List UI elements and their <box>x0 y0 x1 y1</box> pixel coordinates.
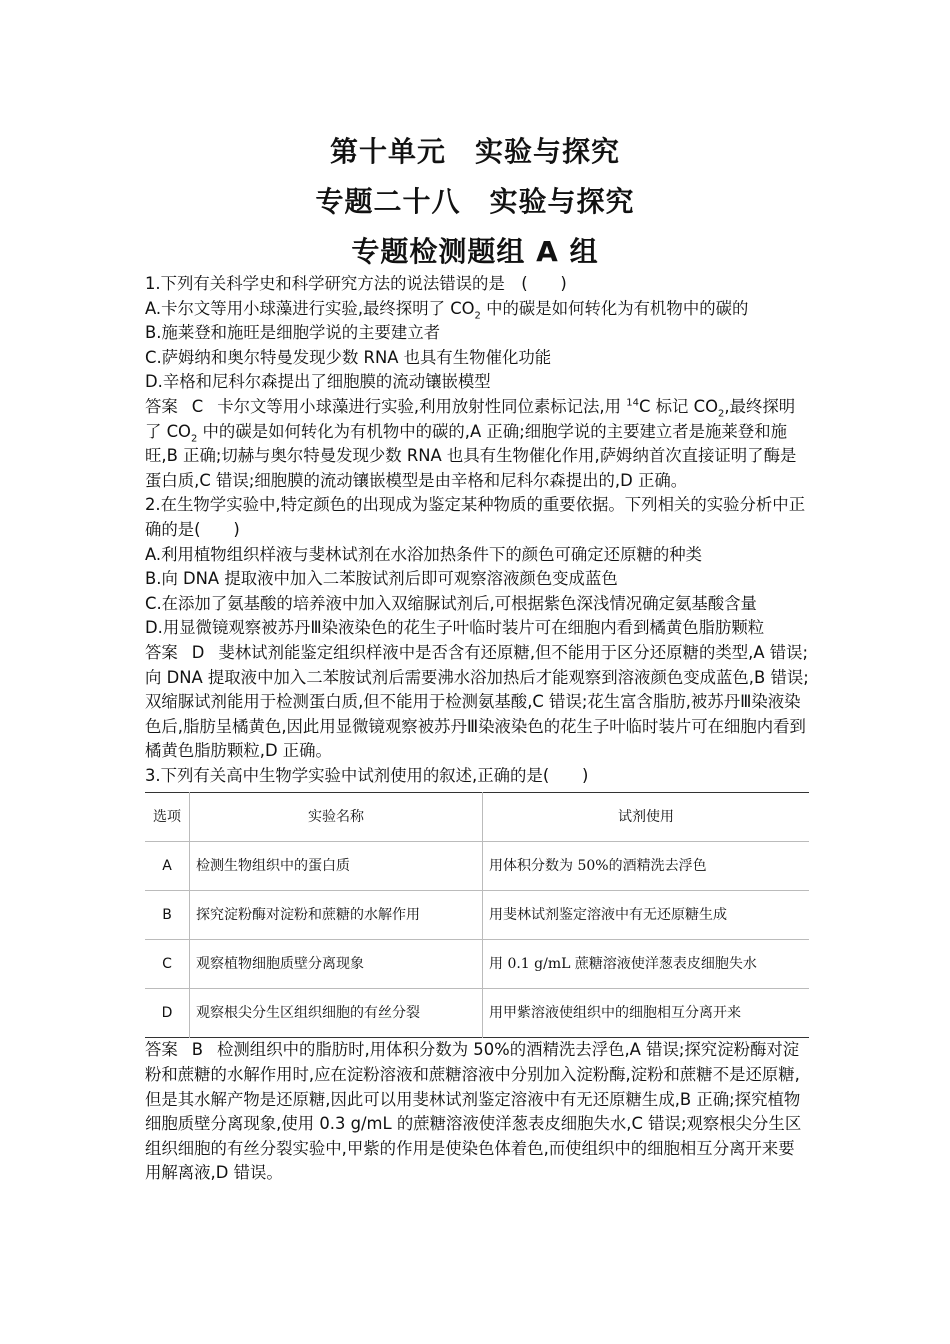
row-reagent: 用体积分数为 50%的酒精洗去浮色 <box>489 858 707 875</box>
row-option: C <box>145 940 190 989</box>
table-row <box>145 940 809 989</box>
q2-option-d: D.用显微镜观察被苏丹Ⅲ染液染色的花生子叶临时装片可在细胞内看到橘黄色脂肪颗粒 <box>145 618 765 638</box>
table-row <box>145 891 809 940</box>
row-option: D <box>145 989 190 1038</box>
header-reagent: 试剂使用 <box>618 809 674 826</box>
answer-label: 答案 <box>145 642 178 662</box>
answer-label: 答案 <box>145 396 178 416</box>
row-experiment: 探究淀粉酶对淀粉和蔗糖的水解作用 <box>190 891 483 940</box>
row-reagent: 用甲紫溶液使组织中的细胞相互分离开来 <box>489 1005 741 1022</box>
answer-key: B <box>191 1040 204 1060</box>
q2-stem: 2.在生物学实验中,特定颜色的出现成为鉴定某种物质的重要依据。下列相关的实验分析中正确的是( ) <box>145 495 806 539</box>
q1-option-d: D.辛格和尼科尔森提出了细胞膜的流动镶嵌模型 <box>145 372 491 392</box>
answer-label: 答案 <box>145 1040 178 1060</box>
table-header-row <box>145 793 809 842</box>
answer-key: C <box>191 396 204 416</box>
document-body <box>145 272 809 1186</box>
q3-answer: 答案 B 检测组织中的脂肪时,用体积分数为 50%的酒精洗去浮色,A 错误;探究淀粉酶对淀粉和蔗糖的水解作用时,应在淀粉溶液和蔗糖溶液中分别加入淀粉酶,淀粉和蔗糖不是还原糖,但是其水解产物是还原糖,因此可以用斐林试剂鉴定溶液中有无还原糖生成,B 正确;探究植物细胞质壁分离现象,使用 0.3 g/mL 的蔗糖溶液使洋葱表皮细胞失水,C 错误;观察根尖分生区组织细胞的有丝分裂实验中,甲紫的作用是使染色体着色,而使组织中的细胞相互分离开来要用解离液,D 错误。 <box>145 1040 802 1183</box>
answer-key: D <box>191 642 205 662</box>
topic-title: 专题二十八 实验与探究 <box>315 185 635 218</box>
row-reagent: 用 0.1 g/mL 蔗糖溶液使洋葱表皮细胞失水 <box>489 956 757 973</box>
q2-option-b: B.向 DNA 提取液中加入二苯胺试剂后即可观察溶液颜色变成蓝色 <box>145 569 618 589</box>
header-option: 选项 <box>145 793 190 842</box>
q2-option-a: A.利用植物组织样液与斐林试剂在水浴加热条件下的颜色可确定还原糖的种类 <box>145 544 703 564</box>
group-title: 专题检测题组 A 组 <box>351 235 599 268</box>
q1-stem: 1.下列有关科学史和科学研究方法的说法错误的是 ( ) <box>145 274 567 293</box>
row-experiment: 观察植物细胞质壁分离现象 <box>190 940 483 989</box>
row-reagent: 用斐林试剂鉴定溶液中有无还原糖生成 <box>489 907 727 924</box>
q1-option-c: C.萨姆纳和奥尔特曼发现少数 RNA 也具有生物催化功能 <box>145 347 552 367</box>
header-experiment: 实验名称 <box>190 793 483 842</box>
row-option: B <box>145 891 190 940</box>
q1-answer: 答案 C 卡尔文等用小球藻进行实验,利用放射性同位素标记法,用 $^{14}$C 标记 $CO_2$,最终探明了 $CO_2$ 中的碳是如何转化为有机物中的碳的,A 正确;细胞学说的主要建立者是施莱登和施旺,B 正确;切赫与奥尔特曼发现少数 RNA 也具有生物催化作用,萨姆纳首次直接证明了酶是蛋白质,C 错误;细胞膜的流动镶嵌模型是由辛格和尼科尔森提出的,D 正确。 <box>145 396 797 490</box>
table-row <box>145 989 809 1038</box>
q1-option-b: B.施莱登和施旺是细胞学说的主要建立者 <box>145 323 441 343</box>
unit-title: 第十单元 实验与探究 <box>329 135 620 168</box>
q3-stem: 3.下列有关高中生物学实验中试剂使用的叙述,正确的是( ) <box>145 765 589 785</box>
q2-option-c: C.在添加了氨基酸的培养液中加入双缩脲试剂后,可根据紫色深浅情况确定氨基酸含量 <box>145 593 757 613</box>
table-row <box>145 842 809 891</box>
row-experiment: 观察根尖分生区组织细胞的有丝分裂 <box>190 989 483 1038</box>
q3-table <box>145 792 809 1038</box>
row-option: A <box>145 842 190 891</box>
row-experiment: 检测生物组织中的蛋白质 <box>190 842 483 891</box>
q2-answer: 答案 D 斐林试剂能鉴定组织样液中是否含有还原糖,但不能用于区分还原糖的类型,A 错误;向 DNA 提取液中加入二苯胺试剂后需要沸水浴加热后才能观察到溶液颜色变成蓝色,B 错误;双缩脲试剂能用于检测蛋白质,但不能用于检测氨基酸,C 错误;花生富含脂肪,被苏丹Ⅲ染液染色后,脂肪呈橘黄色,因此用显微镜观察被苏丹Ⅲ染液染色的花生子叶临时装片可在细胞内看到橘黄色脂肪颗粒,D 正确。 <box>145 642 809 761</box>
q1-option-a: A.卡尔文等用小球藻进行实验,最终探明了 $CO_2$ 中的碳是如何转化为有机物中的碳的 <box>145 298 749 321</box>
